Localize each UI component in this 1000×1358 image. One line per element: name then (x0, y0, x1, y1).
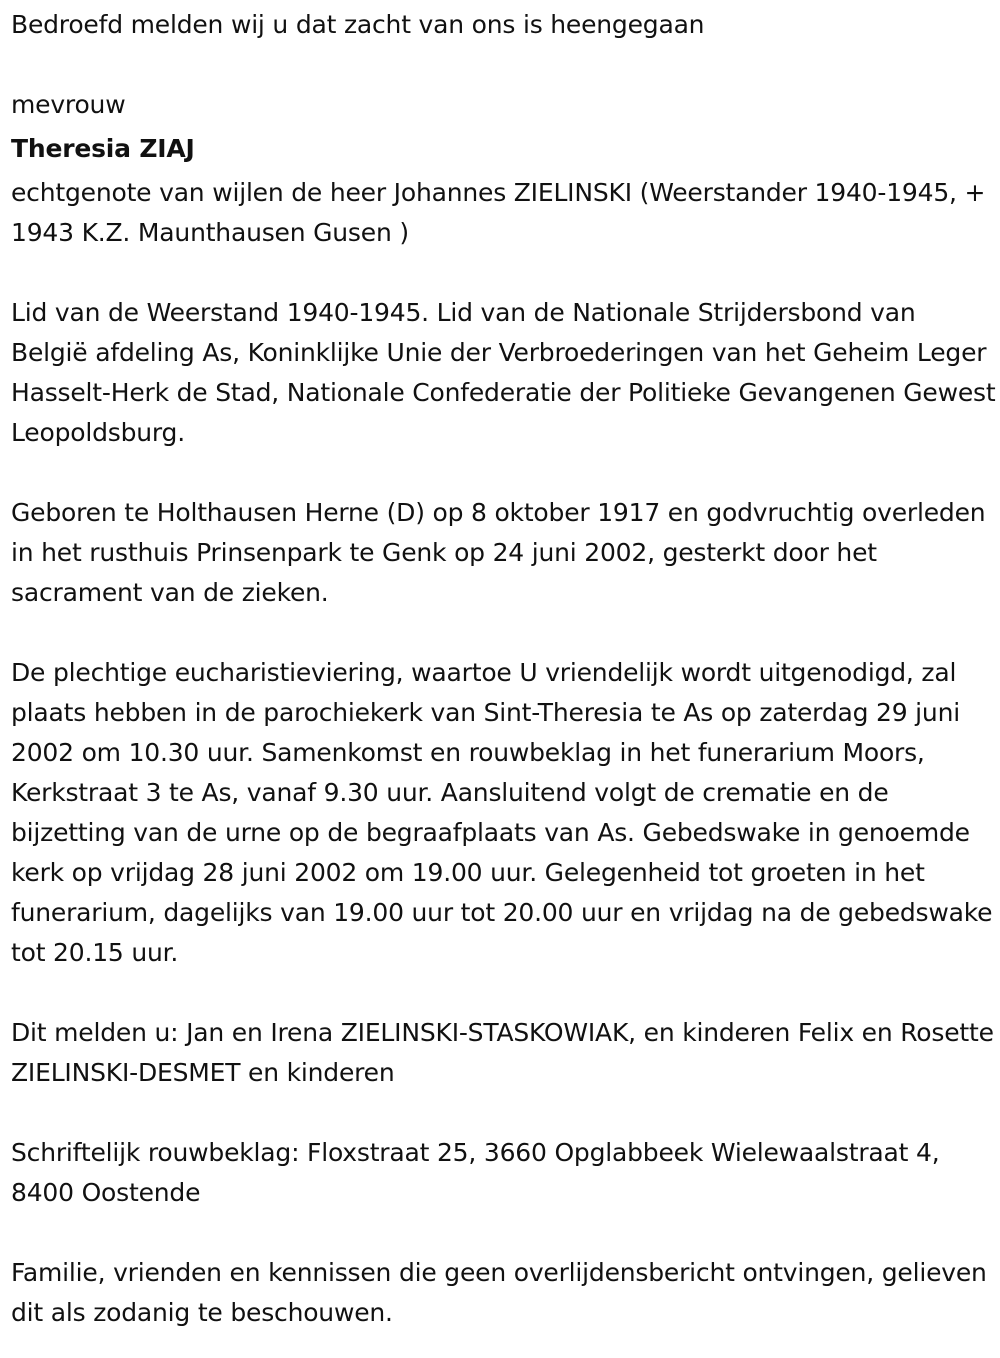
birth-death-text: Geboren te Holthausen Herne (D) op 8 oktober 1917 en godvruchtig overleden in het rusthuis Prinsenpark te Genk op 24 juni 2002, gesterkt door het sacrament van de zieken. (11, 498, 986, 607)
spouse-text: echtgenote van wijlen de heer Johannes ZIELINSKI (Weerstander 1940-1945, + 1943 K.Z. Maunthausen Gusen ) (11, 178, 986, 247)
memberships-text: Lid van de Weerstand 1940-1945. Lid van de Nationale Strijdersbond van België afdeling As, Koninklijke Unie der Verbroederingen van het Geheim Leger Hasselt-Herk de Stad, Nationale Confederatie der Politieke Gevangenen Gewest Leopoldsburg. (11, 298, 996, 447)
obituary-notice (11, 5, 996, 1333)
condolences-text: Schriftelijk rouwbeklag: Floxstraat 25, 3660 Opglabbeek Wielewaalstraat 4, 8400 Oostende (11, 1138, 940, 1207)
salutation: mevrouw (11, 90, 126, 119)
intro-text: Bedroefd melden wij u dat zacht van ons is heengegaan (11, 10, 705, 39)
ceremony-text: De plechtige eucharistieviering, waartoe U vriendelijk wordt uitgenodigd, zal plaats hebben in de parochiekerk van Sint-Theresia te As op zaterdag 29 juni 2002 om 10.30 uur. Samenkomst en rouwbeklag in het funerarium Moors, Kerkstraat 3 te As, vanaf 9.30 uur. Aansluitend volgt de crematie en de bijzetting van de urne op de begraafplaats van As. Gebedswake in genoemde kerk op vrijdag 28 juni 2002 om 19.00 uur. Gelegenheid tot groeten in het funerarium, dagelijks van 19.00 uur tot 20.00 uur en vrijdag na de gebedswake tot 20.15 uur. (11, 658, 993, 967)
closing-text: Familie, vrienden en kennissen die geen overlijdensbericht ontvingen, gelieven dit als zodanig te beschouwen. (11, 1258, 987, 1327)
announced-by-text: Dit melden u: Jan en Irena ZIELINSKI-STASKOWIAK, en kinderen Felix en Rosette ZIELINSKI-DESMET en kinderen (11, 1018, 994, 1087)
deceased-name: Theresia ZIAJ (11, 134, 195, 163)
